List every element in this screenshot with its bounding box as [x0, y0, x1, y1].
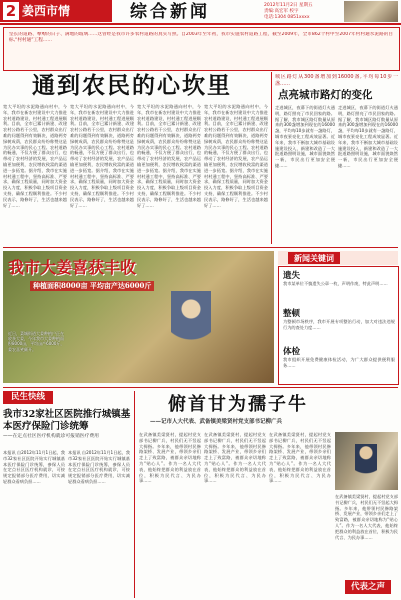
bottom-body-col-3: 在武备镇美梁贤村，提起村党支部书记柳广兵，村民们无不竖起大拇指。多年来，他带领村民修路架桥、发展产业，带领乡亲们走上了致富路，被群众亲切地称为“贴心人”。作为一名人大代表，他始终把群众的利益放在首位，积极为民代言、为民办事……	[269, 432, 331, 484]
lead-body-col-3: 宽大平坦的水泥路通向村中，今年，我市在新农村建设中大力推进农村道路建设，村村通工程进展顺利。目前，全市已累计新建、改建农村公路若干公里，农村群众出行难的问题得到有效解决，道路两旁绿树成荫，农民群众纷纷称赞这是为民办实事的民心工程。农村道路的畅通，不仅方便了群众出行，也带动了农村经济的发展，农产品运输更加便利，农民增收致富的渠道进一步拓宽。据介绍，我市在实施村村通工程中，坚持高标准、严要求，确保工程质量，同时加大资金投入力度，积极争取上级项目资金支持，确保工程顺利推进。不少村民表示，路修好了，生活也越来越好了……	[137, 104, 201, 208]
issue-info	[264, 3, 312, 21]
issue-phone: 电话:1304 0851xxxx	[264, 15, 310, 20]
column-divider	[134, 391, 135, 598]
page-title: 综合新闻	[130, 2, 210, 22]
news-item-term: 遗失	[283, 271, 301, 281]
feature-subtitle: 种植面积8000亩 平均亩产达6000斤	[30, 281, 154, 291]
bottom-body-col-4: 在武备镇美梁贤村，提起村党支部书记柳广兵，村民们无不竖起大拇指。多年来，他带领村民修路架桥、发展产业，带领乡亲们走上了致富路，被群众亲切地称为“贴心人”。作为一名人大代表，他始终把群众的利益放在首位，积极为民代言、为民办事……	[335, 494, 398, 540]
news-item-text: 为整顿市场秩序，我市开展专项整治行动，加大对违法违规行为的查处力度……	[283, 319, 395, 330]
news-item-text: 我市某单位不慎遗失公章一枚，声明作废，特此声明……	[283, 281, 388, 286]
news-item	[283, 347, 395, 381]
right-story-col-1: 走进城区，夜幕下的街道灯火通明，路灯照亮了市民回家的路。据了解，我市城区路灯数量从原来的300盏增加到现在的16000盏，平均每10步就有一盏路灯，城市夜景亮化工程成效显著。近年来，我市不断加大城市基础设施建设投入，新建和改造了一大批道路照明设施，城市面貌焕然一新，市民出行更加安全便捷……	[275, 105, 335, 168]
lead-body-col-2: 宽大平坦的水泥路通向村中，今年，我市在新农村建设中大力推进农村道路建设，村村通工程进展顺利。目前，全市已累计新建、改建农村公路若干公里，农村群众出行难的问题得到有效解决，道路两旁绿树成荫，农民群众纷纷称赞这是为民办实事的民心工程。农村道路的畅通，不仅方便了群众出行，也带动了农村经济的发展，农产品运输更加便利，农民增收致富的渠道进一步拓宽。据介绍，我市在实施村村通工程中，坚持高标准、严要求，确保工程质量，同时加大资金投入力度，积极争取上级项目资金支持，确保工程顺利推进。不少村民表示，路修好了，生活也越来越好了……	[70, 104, 134, 208]
lead-title: 通到农民的心坎里	[32, 72, 232, 99]
right-story-title: 点亮城市路灯的变化	[278, 89, 373, 101]
news-box-header	[278, 251, 398, 265]
issue-editor: 责编:高宏军 校字	[264, 9, 299, 14]
portrait-photo	[335, 432, 398, 490]
portrait-figure	[355, 444, 377, 484]
news-box-label: 新闻关键词	[288, 252, 340, 264]
flash-body-col-2: 本报讯 自2012年11月1日起，我市32家社区医院开始实行城镇基本医疗保险门诊统筹，参保人员在定点社区医疗机构就诊，可按规定报销部分医疗费用，切实减轻群众看病负担……	[68, 450, 130, 484]
anniversary-logo	[344, 1, 398, 22]
flash-label: 民生快线	[3, 391, 53, 404]
right-story-kicker: 城区路灯从300盏增加到16000盏,平均每10步一盏……	[275, 74, 398, 87]
news-item	[283, 271, 395, 305]
farmer-figure	[171, 291, 211, 351]
flash-subtitle: ——在定点社区医疗机构就诊可报销医疗费用	[3, 434, 99, 439]
news-item-term: 体检	[283, 347, 301, 357]
bottom-story-subtitle: ——记市人大代表、武备镇美梁贤村党支部书记柳广兵	[150, 419, 283, 425]
news-item-term: 整顿	[283, 309, 301, 319]
page-number: 2	[3, 2, 19, 20]
column-divider	[271, 72, 272, 244]
footer-tag: 代表之声	[345, 580, 391, 594]
lead-body-col-4: 宽大平坦的水泥路通向村中，今年，我市在新农村建设中大力推进农村道路建设，村村通工程进展顺利。目前，全市已累计新建、改建农村公路若干公里，农村群众出行难的问题得到有效解决，道路两旁绿树成荫，农民群众纷纷称赞这是为民办实事的民心工程。农村道路的畅通，不仅方便了群众出行，也带动了农村经济的发展，农产品运输更加便利，农民增收致富的渠道进一步拓宽。据介绍，我市在实施村村通工程中，坚持高标准、严要求，确保工程质量，同时加大资金投入力度，积极争取上级项目资金支持，确保工程顺利推进。不少村民表示，路修好了，生活也越来越好了……	[204, 104, 268, 208]
bottom-story-title: 俯首甘为孺子牛	[168, 394, 308, 415]
lead-summary: 坚长的道路、嘹嘹的日子、满地的玻璃……这曾经是我市许多农村道路的真实写照。自2003年至年初，我市实施农村道路工程，截至2009年，全市862个村中至2007年村村通水泥路的目标,“村村通”工程……	[9, 32, 393, 44]
lead-body-col-1: 宽大平坦的水泥路通向村中，今年，我市在新农村建设中大力推进农村道路建设，村村通工程进展顺利。目前，全市已累计新建、改建农村公路若干公里，农村群众出行难的问题得到有效解决，道路两旁绿树成荫，农民群众纷纷称赞这是为民办实事的民心工程。农村道路的畅通，不仅方便了群众出行，也带动了农村经济的发展，农产品运输更加便利，农民增收致富的渠道进一步拓宽。据介绍，我市在实施村村通工程中，坚持高标准、严要求，确保工程质量，同时加大资金投入力度，积极争取上级项目资金支持，确保工程顺利推进。不少村民表示，路修好了，生活也越来越好了……	[3, 104, 67, 208]
right-story-col-2: 走进城区，夜幕下的街道灯火通明，路灯照亮了市民回家的路。据了解，我市城区路灯数量从原来的300盏增加到现在的16000盏，平均每10步就有一盏路灯，城市夜景亮化工程成效显著。近年来，我市不断加大城市基础设施建设投入，新建和改造了一大批道路照明设施，城市面貌焕然一新，市民出行更加安全便捷……	[338, 105, 398, 168]
header-rule	[0, 23, 401, 25]
bottom-body-col-2: 在武备镇美梁贤村，提起村党支部书记柳广兵，村民们无不竖起大拇指。多年来，他带领村民修路架桥、发展产业，带领乡亲们走上了致富路，被群众亲切地称为“贴心人”。作为一名人大代表，他始终把群众的利益放在首位，积极为民代言、为民办事……	[204, 432, 266, 484]
bottom-body-col-1: 在武备镇美梁贤村，提起村党支部书记柳广兵，村民们无不竖起大拇指。多年来，他带领村民修路架桥、发展产业，带领乡亲们走上了致富路，被群众亲切地称为“贴心人”。作为一名人大代表，他始终把群众的利益放在首位，积极为民代言、为民办事……	[139, 432, 201, 484]
section-rule	[3, 387, 398, 388]
feature-title: 我市大姜喜获丰收	[8, 258, 137, 277]
section-rule	[3, 247, 398, 248]
section-name: 姜西市情	[22, 4, 71, 18]
news-item-text: 我市组织开展免费健康体检活动，为广大群众提供便利服务……	[283, 357, 395, 368]
lead-summary-box	[3, 27, 400, 71]
issue-date: 2012年11月2日 星期五	[264, 3, 313, 8]
news-box	[278, 266, 399, 385]
news-item	[283, 309, 395, 343]
harvest-caption: 近日，菜城街道大姜种植户正在收获大姜，今年我市大姜种植面积8000亩，平均亩产6000斤，姜农喜笑颜开。	[8, 331, 65, 352]
flash-title: 我市32家社区医院推行城镇基本医疗保险门诊统筹	[3, 409, 131, 432]
flash-body-col-1: 本报讯 自2012年11月1日起，我市32家社区医院开始实行城镇基本医疗保险门诊统筹，参保人员在定点社区医疗机构就诊，可按规定报销部分医疗费用，切实减轻群众看病负担……	[3, 450, 65, 484]
